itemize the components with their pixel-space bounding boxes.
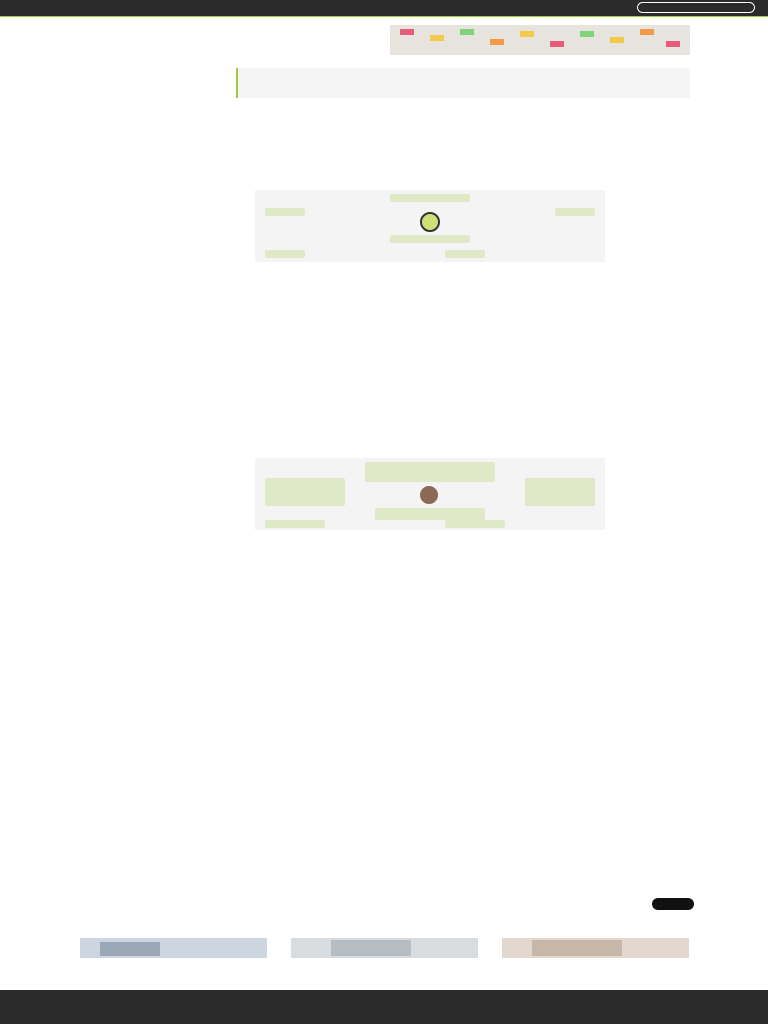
quadrant-top bbox=[365, 462, 495, 482]
intro-quote bbox=[236, 68, 690, 98]
quadrant-bottom bbox=[390, 235, 470, 243]
paragraph bbox=[236, 694, 686, 794]
quadrant-right bbox=[555, 208, 595, 216]
pain-box bbox=[265, 520, 325, 528]
paragraph bbox=[236, 800, 686, 850]
quadrant-bottom bbox=[375, 508, 485, 520]
gain-box bbox=[445, 250, 485, 258]
quadrant-left bbox=[265, 208, 305, 216]
card-thumbnail bbox=[532, 940, 622, 956]
user-photo bbox=[420, 486, 438, 504]
recommended-card-image[interactable] bbox=[502, 938, 689, 958]
paragraph bbox=[236, 550, 686, 588]
paragraph bbox=[236, 856, 686, 908]
paragraph bbox=[236, 270, 686, 430]
top-navbar bbox=[0, 0, 768, 17]
quadrant-right bbox=[525, 478, 595, 506]
empathy-map-diagram bbox=[255, 190, 605, 262]
quadrant-left bbox=[265, 478, 345, 506]
pain-box bbox=[265, 250, 305, 258]
recommended-card-image[interactable] bbox=[291, 938, 478, 958]
card-thumbnail bbox=[100, 942, 160, 956]
site-footer bbox=[0, 990, 768, 1024]
paragraph bbox=[236, 600, 686, 680]
hero-image bbox=[390, 25, 690, 55]
recommended-card-image[interactable] bbox=[80, 938, 267, 958]
gain-box bbox=[445, 520, 505, 528]
card-thumbnail bbox=[331, 940, 411, 956]
quadrant-top bbox=[390, 194, 470, 202]
contact-button[interactable] bbox=[637, 2, 755, 13]
back-to-top-button[interactable] bbox=[652, 898, 694, 910]
empathy-map-example bbox=[255, 458, 605, 530]
user-face-icon bbox=[420, 212, 440, 232]
